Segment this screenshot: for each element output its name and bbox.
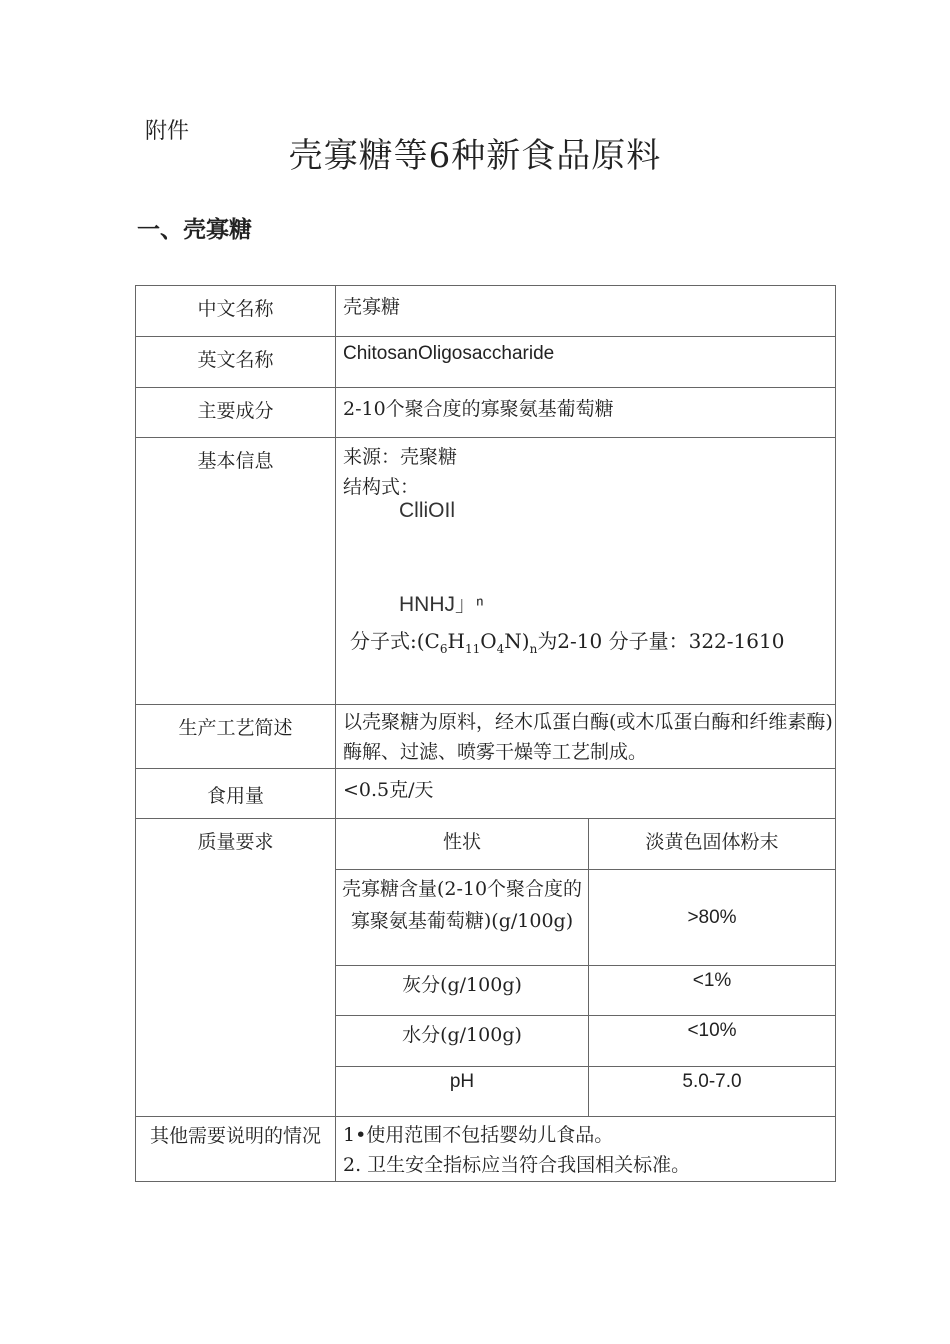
row-component <box>136 388 836 438</box>
quality-item: 水分(g/100g) <box>336 1016 589 1067</box>
quality-value: 淡黄色固体粉末 <box>589 819 836 870</box>
row-basic-info <box>136 438 836 705</box>
label-process: 生产工艺简述 <box>136 705 336 769</box>
structure-line-2: HNHJ」ⁿ <box>399 593 484 616</box>
value-basic-info <box>336 438 836 705</box>
label-other: 其他需要说明的情况 <box>136 1117 336 1182</box>
value-dosage: <0.5克/天 <box>336 769 836 819</box>
quality-value: >80% <box>589 870 836 966</box>
label-quality: 质量要求 <box>136 819 336 1117</box>
quality-item: 灰分(g/100g) <box>336 966 589 1016</box>
quality-item: 壳寡糖含量(2-10个聚合度的寡聚氨基葡萄糖)(g/100g) <box>336 870 589 966</box>
quality-value: <1% <box>589 966 836 1016</box>
row-process <box>136 705 836 769</box>
other-note-1: 1•使用范围不包括婴幼儿食品。 <box>343 1124 614 1146</box>
document-title: 壳寡糖等6种新食品原料 <box>288 136 662 176</box>
quality-item: pH <box>336 1067 589 1117</box>
attachment-label: 附件 <box>145 119 190 144</box>
label-cn-name: 中文名称 <box>136 286 336 337</box>
row-en-name <box>136 337 836 388</box>
section-heading: 一、壳寡糖 <box>137 217 252 243</box>
value-other <box>336 1117 836 1182</box>
row-quality-appearance <box>136 819 836 870</box>
other-note-2: 2. 卫生安全指标应当符合我国相关标准。 <box>343 1154 691 1176</box>
value-component: 2-10个聚合度的寡聚氨基葡萄糖 <box>336 388 836 438</box>
row-dosage <box>136 769 836 819</box>
value-cn-name: 壳寡糖 <box>336 286 836 337</box>
info-table <box>135 285 835 1183</box>
value-process: 以壳聚糖为原料，经木瓜蛋白酶(或木瓜蛋白酶和纤维素酶)酶解、过滤、喷雾干燥等工艺制成。 <box>336 705 836 769</box>
quality-value: <10% <box>589 1016 836 1067</box>
value-en-name: ChitosanOligosaccharide <box>336 337 836 388</box>
quality-item: 性状 <box>336 819 589 870</box>
row-other <box>136 1117 836 1182</box>
label-component: 主要成分 <box>136 388 336 438</box>
structure-label: 结构式： <box>343 476 420 498</box>
label-basic-info: 基本信息 <box>136 438 336 705</box>
label-dosage: 食用量 <box>136 769 336 819</box>
row-cn-name <box>136 286 836 337</box>
molecular-formula: 分子式$:(C_6H_{11}O_4N)_n$为2-10 分子量：322-1610 <box>350 629 785 656</box>
quality-value: 5.0-7.0 <box>589 1067 836 1117</box>
source-text: 来源：壳聚糖 <box>343 446 458 468</box>
label-en-name: 英文名称 <box>136 337 336 388</box>
structure-line-1: ClliOIl <box>399 499 455 522</box>
